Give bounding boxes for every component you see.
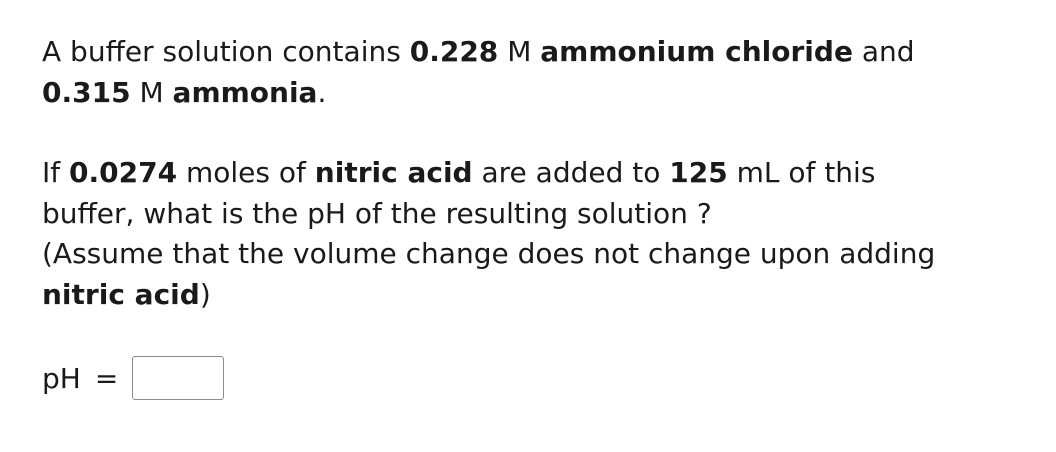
buffer-text-2: M <box>498 35 541 68</box>
ammonium-chloride-concentration: 0.228 <box>409 35 499 68</box>
question-text-1: If <box>42 156 70 189</box>
problem-statement <box>42 32 1032 315</box>
answer-row <box>42 355 224 401</box>
ammonia-name: ammonia <box>172 75 318 109</box>
question-text <box>42 153 1032 315</box>
equals-sign: = <box>94 361 119 395</box>
buffer-volume: 125 <box>669 156 728 189</box>
assumption-close: ) <box>199 277 211 311</box>
buffer-text-5: . <box>317 75 327 109</box>
buffer-text-4: M <box>130 75 173 109</box>
ammonium-chloride-name: ammonium chloride <box>540 35 853 68</box>
ph-answer-input[interactable] <box>132 356 224 400</box>
nitric-acid-name-2: nitric acid <box>42 277 200 311</box>
nitric-acid-name: nitric acid <box>314 156 473 189</box>
nitric-acid-moles: 0.0274 <box>69 156 178 189</box>
buffer-text-3: and <box>852 35 915 68</box>
question-text-3: are added to <box>472 156 670 189</box>
assumption-text: (Assume that the volume change does not change upon adding <box>42 237 936 270</box>
question-text-5: buffer, what is the pH of the resulting solution ? <box>42 196 712 230</box>
question-text-2: moles of <box>177 156 315 189</box>
ph-label: pH <box>42 361 81 395</box>
buffer-description <box>42 32 1032 113</box>
ammonia-concentration: 0.315 <box>42 75 131 109</box>
buffer-text-1: A buffer solution contains <box>42 35 410 68</box>
question-text-4: mL of this <box>727 156 876 189</box>
